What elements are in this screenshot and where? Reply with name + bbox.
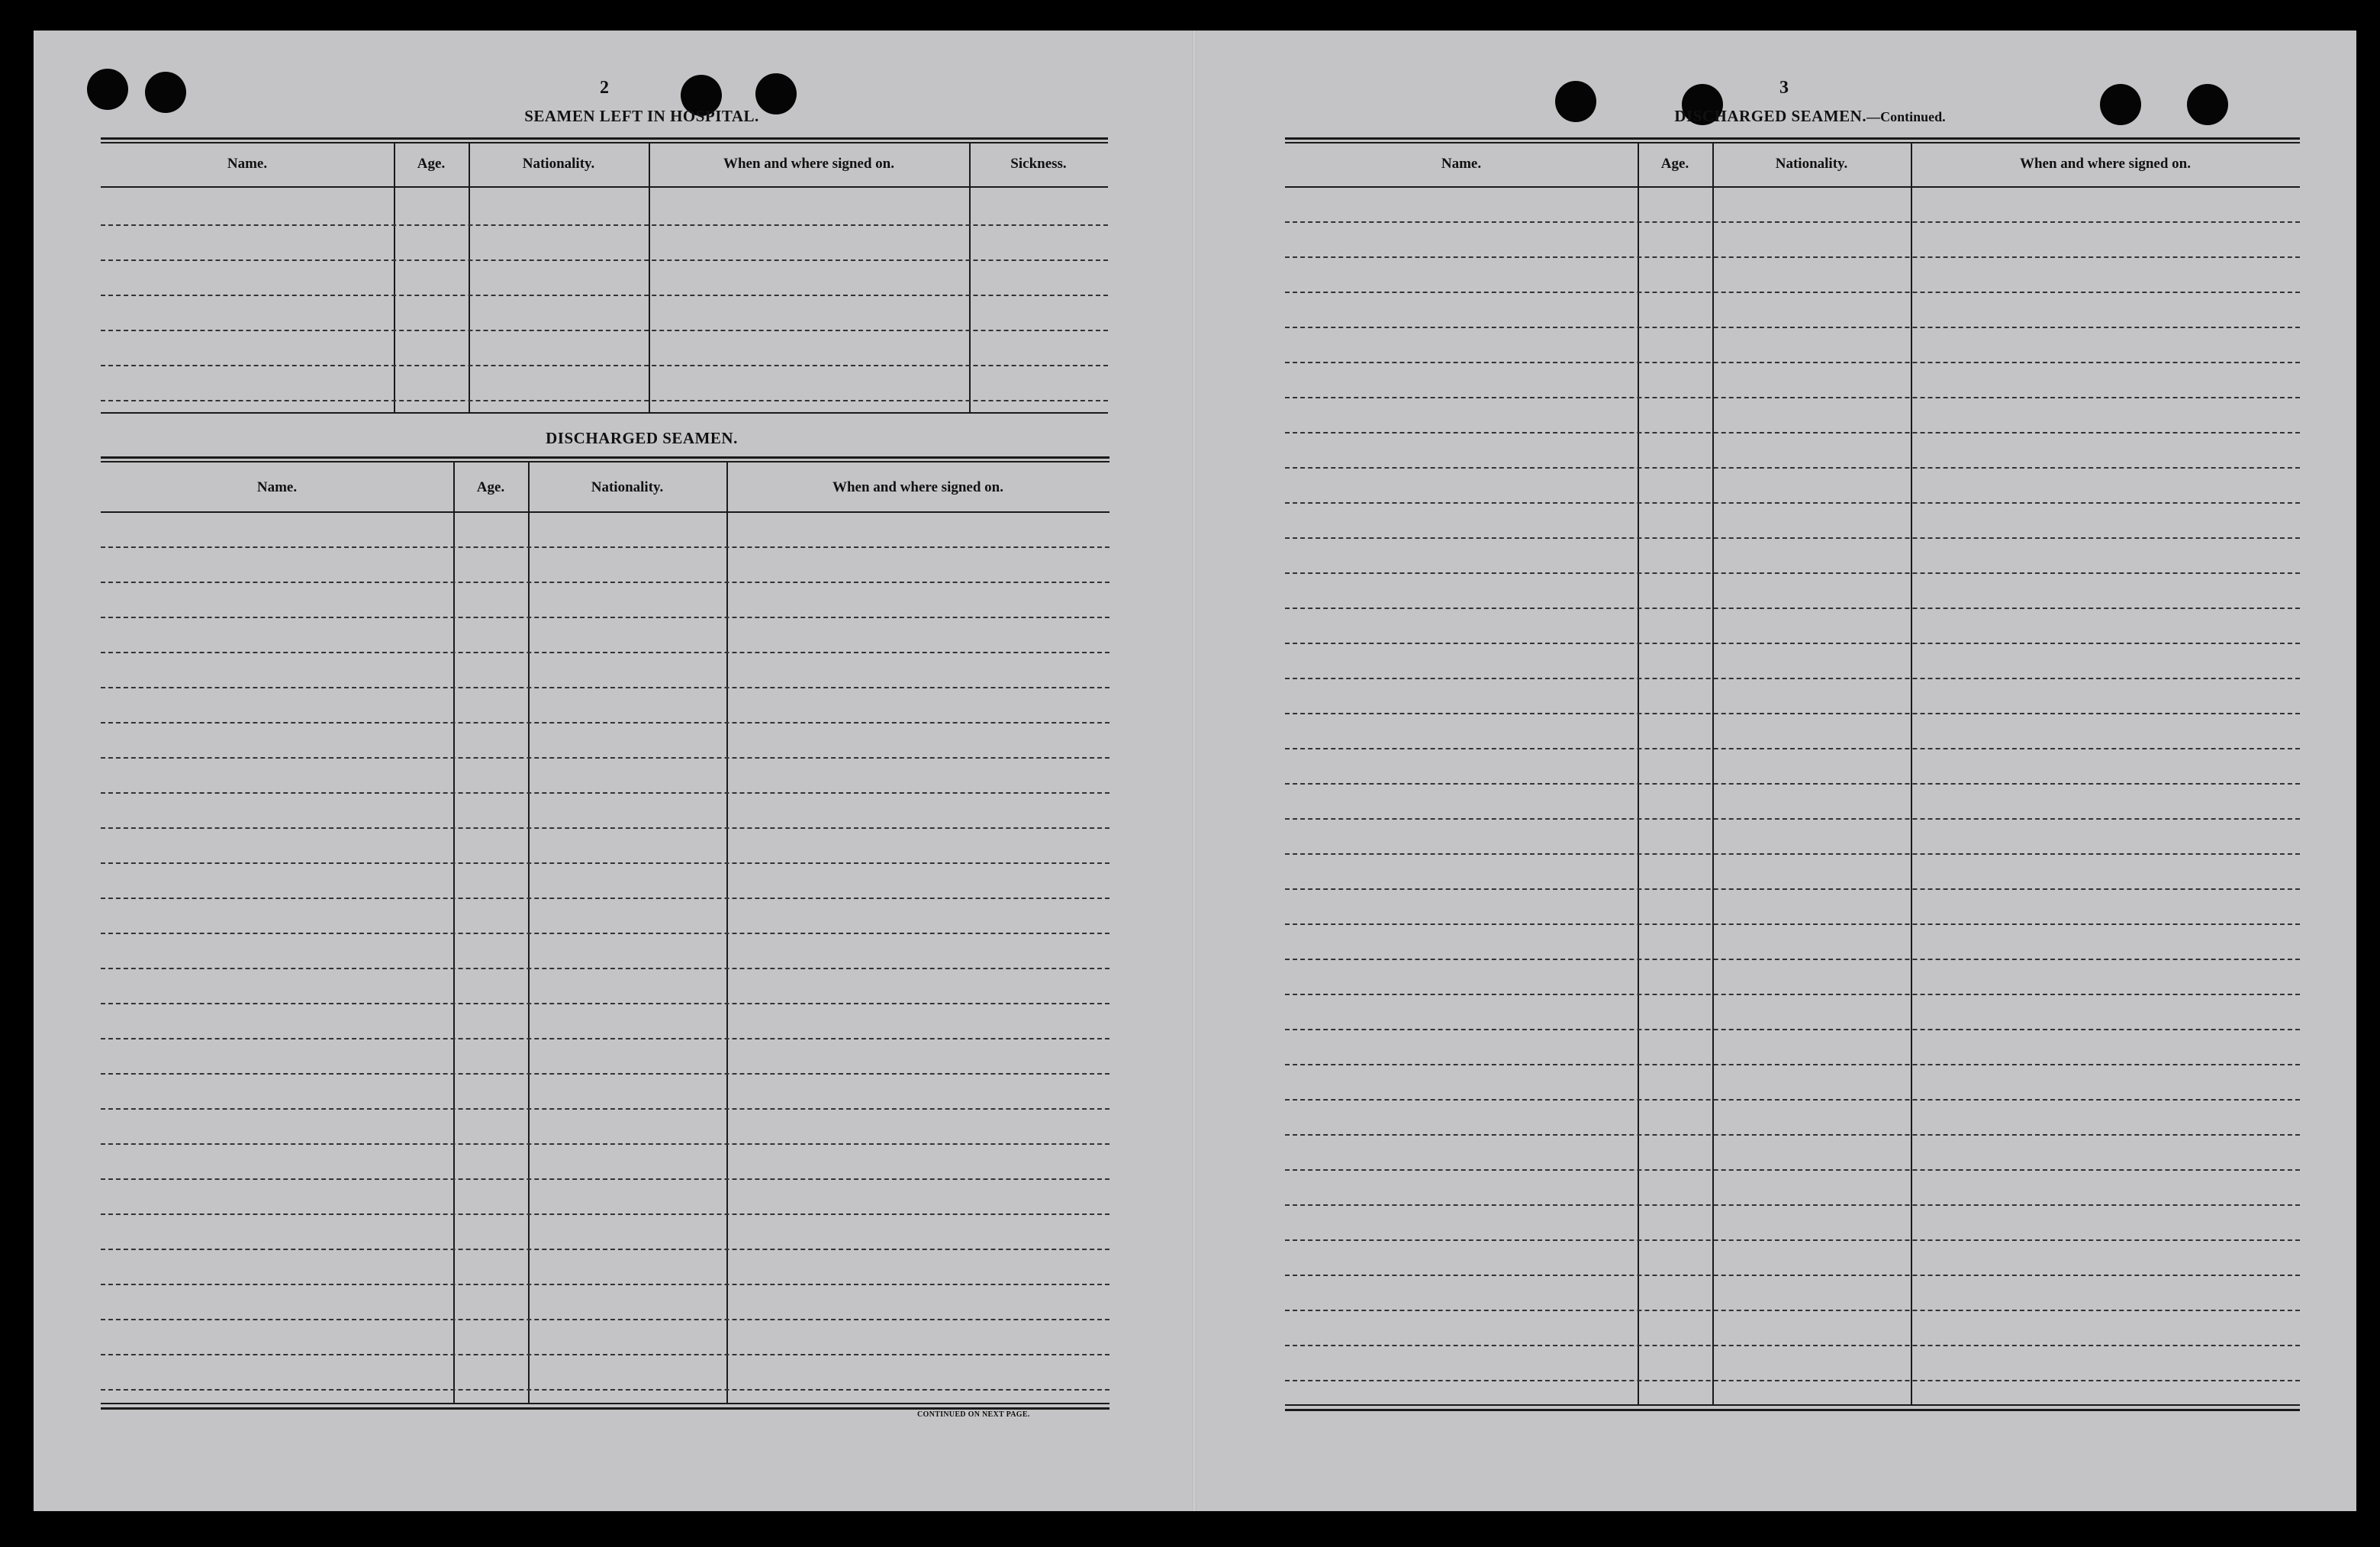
ruled-line [101, 898, 1109, 899]
ruled-line [1285, 994, 2300, 995]
column-header-signed-on: When and where signed on. [723, 156, 894, 172]
discharged-continued-table [1285, 137, 2300, 1442]
ruled-line [1285, 362, 2300, 363]
ruled-line [1285, 643, 2300, 644]
ruled-line [101, 259, 1108, 261]
ruled-line [101, 1178, 1109, 1180]
ruled-line [1285, 923, 2300, 925]
ruled-line [1285, 853, 2300, 855]
ruled-line [101, 1213, 1109, 1215]
punch-hole [1555, 81, 1596, 122]
column-header-name: Name. [256, 479, 298, 495]
ruled-line [1285, 432, 2300, 433]
column-header-nationality: Nationality. [522, 156, 595, 172]
column-header-nationality: Nationality. [591, 479, 664, 495]
ruled-line [101, 968, 1109, 969]
punch-hole [145, 72, 186, 113]
ruled-line [101, 1143, 1109, 1145]
ruled-line [1285, 327, 2300, 328]
ruled-line [1285, 1134, 2300, 1136]
right-page [1195, 31, 2356, 1511]
column-header-age: Age. [417, 156, 446, 172]
column-header-signed-on: When and where signed on. [2019, 156, 2191, 172]
page-number: 3 [1779, 78, 1789, 98]
ruled-line [1285, 537, 2300, 539]
ruled-line [1285, 1239, 2300, 1241]
ruled-line [101, 1389, 1109, 1391]
ruled-line [1285, 1345, 2300, 1346]
ruled-line [1285, 888, 2300, 890]
ruled-line [1285, 1204, 2300, 1206]
ruled-line [1285, 678, 2300, 679]
column-header-nationality: Nationality. [1775, 156, 1848, 172]
punch-hole [2100, 84, 2141, 125]
ruled-line [101, 1319, 1109, 1320]
ruled-line [101, 687, 1109, 688]
ruled-line [101, 722, 1109, 724]
ruled-line [1285, 1099, 2300, 1101]
ruled-line [1285, 502, 2300, 504]
discharged-continued-title [1619, 107, 2001, 126]
column-header-name: Name. [227, 156, 268, 172]
ruled-line [101, 365, 1108, 366]
ruled-line [101, 582, 1109, 583]
ruled-line [101, 546, 1109, 548]
left-page [34, 31, 1195, 1511]
ruled-line [1285, 1064, 2300, 1065]
punch-hole [87, 69, 128, 110]
ruled-line [1285, 1169, 2300, 1171]
ruled-line [101, 862, 1109, 864]
ruled-line [1285, 292, 2300, 293]
ruled-line [101, 827, 1109, 829]
ruled-line [1285, 713, 2300, 714]
column-header-signed-on: When and where signed on. [832, 479, 1003, 495]
section-title-text: DISCHARGED SEAMEN. [1674, 107, 1867, 125]
ruled-line [1285, 467, 2300, 469]
ruled-line [101, 652, 1109, 653]
ruled-line [101, 1249, 1109, 1250]
ruled-line [1285, 1310, 2300, 1311]
discharged-table [101, 456, 1109, 1441]
ruled-line [101, 295, 1108, 296]
ruled-line [101, 617, 1109, 618]
page-number: 2 [600, 78, 609, 98]
ruled-line [101, 1073, 1109, 1075]
ruled-line [101, 1038, 1109, 1039]
discharged-section-title: DISCHARGED SEAMEN. [546, 429, 738, 447]
ruled-line [101, 792, 1109, 794]
ruled-line [101, 224, 1108, 226]
ruled-line [101, 1284, 1109, 1285]
ruled-line [101, 1108, 1109, 1110]
ruled-line [1285, 608, 2300, 609]
ruled-line [1285, 1380, 2300, 1381]
hospital-section-title: SEAMEN LEFT IN HOSPITAL. [524, 107, 759, 125]
ruled-line [1285, 1275, 2300, 1276]
section-title-suffix: —Continued. [1866, 109, 1946, 124]
punch-hole [2187, 84, 2228, 125]
column-header-age: Age. [1660, 156, 1689, 172]
ruled-line [1285, 572, 2300, 574]
column-header-name: Name. [1441, 156, 1482, 172]
ruled-line [101, 1003, 1109, 1004]
ruled-line [101, 330, 1108, 331]
ruled-line [101, 1354, 1109, 1355]
ruled-line [1285, 959, 2300, 960]
column-header-age: Age. [476, 479, 505, 495]
ruled-line [1285, 818, 2300, 820]
ruled-line [101, 400, 1108, 401]
ruled-line [1285, 783, 2300, 785]
column-header-sickness: Sickness. [1010, 156, 1067, 172]
ruled-line [1285, 1029, 2300, 1030]
scanned-form-spread [34, 31, 2356, 1511]
ruled-line [1285, 221, 2300, 223]
ruled-line [101, 933, 1109, 934]
ruled-line [1285, 256, 2300, 258]
ruled-line [101, 757, 1109, 759]
hospital-table [101, 137, 1108, 450]
ruled-line [1285, 748, 2300, 749]
ruled-line [1285, 397, 2300, 398]
continued-note: CONTINUED ON NEXT PAGE. [917, 1410, 1030, 1419]
